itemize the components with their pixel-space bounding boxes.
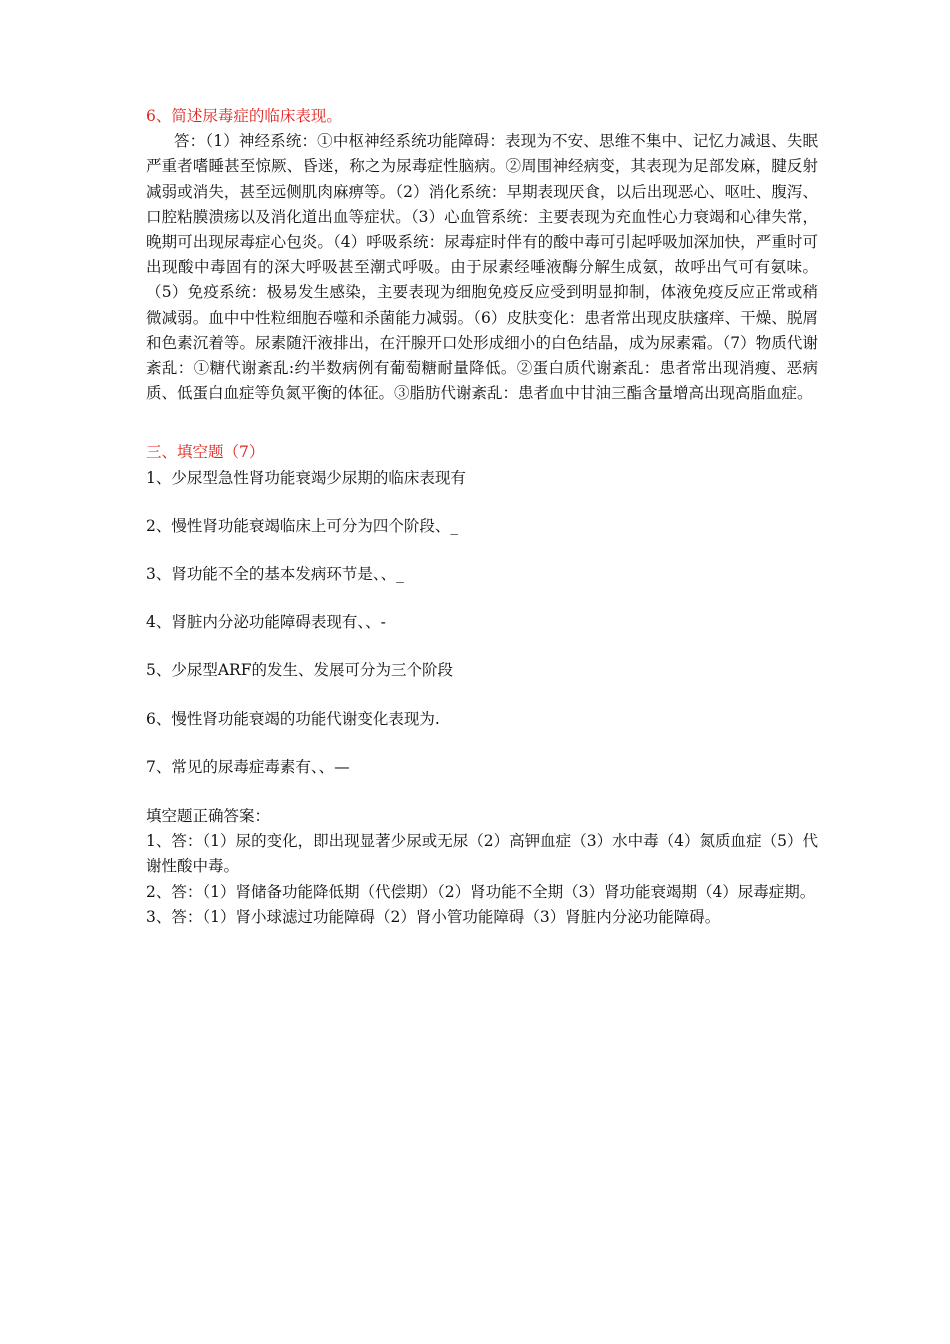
- fill-blank-item-7: 7、常见的尿毒症毒素有、、—: [146, 757, 350, 776]
- question-6-title: 6、简述尿毒症的临床表现。: [146, 107, 342, 125]
- answers-title: 填空题正确答案：: [146, 807, 271, 826]
- answers-section: [146, 804, 818, 930]
- fill-blank-item-6: 6、慢性肾功能衰竭的功能代谢变化表现为.: [146, 709, 440, 728]
- answer-item-3: 3、答：（1）肾小球滤过功能障碍（2）肾小管功能障碍（3）肾脏内分泌功能障碍。: [146, 907, 721, 926]
- answer-item-2: 2、答：（1）肾储备功能降低期（代偿期）（2）肾功能不全期（3）肾功能衰竭期（4）尿毒症期。: [146, 882, 816, 901]
- question-6-answer: 答：（1）神经系统：①中枢神经系统功能障碍：表现为不安、思维不集中、记忆力减退、失眠严重者嗜睡甚至惊厥、昏迷，称之为尿毒症性脑病。②周围神经病变，其表现为足部发麻，腱反射减弱或消失，甚至远侧肌肉麻痹等。（2）消化系统：早期表现厌食，以后出现恶心、呕吐、腹泻、口腔粘膜溃疡以及消化道出血等症状。（3）心血管系统：主要表现为充血性心力衰竭和心律失常，晚期可出现尿毒症心包炎。（4）呼吸系统：尿毒症时伴有的酸中毒可引起呼吸加深加快，严重时可出现酸中毒固有的深大呼吸甚至潮式呼吸。由于尿素经唾液酶分解生成氨，故呼出气可有氨味。（5）免疫系统：极易发生感染，主要表现为细胞免疫反应受到明显抑制，体液免疫反应正常或稍微减弱。血中中性粒细胞吞噬和杀菌能力减弱。（6）皮肤变化：患者常出现皮肤瘙痒、干燥、脱屑和色素沉着等。尿素随汗液排出，在汗腺开口处形成细小的白色结晶，成为尿素霜。（7）物质代谢紊乱：①糖代谢紊乱:约半数病例有葡萄糖耐量降低。②蛋白质代谢紊乱：患者常出现消瘦、恶病质、低蛋白血症等负氮平衡的体征。③脂肪代谢紊乱：患者血中甘油三酯含量增高出现高脂血症。: [146, 132, 818, 403]
- fill-blank-item-2: 2、慢性肾功能衰竭临床上可分为四个阶段、_: [146, 516, 459, 535]
- fill-blank-item-1: 1、少尿型急性肾功能衰竭少尿期的临床表现有: [146, 468, 466, 487]
- fill-blank-item-5: 5、少尿型ARF的发生、发展可分为三个阶段: [146, 661, 453, 680]
- fill-blank-section-title: 三、填空题（7）: [146, 443, 265, 462]
- document-page: [146, 104, 818, 930]
- fill-blank-list: [146, 466, 818, 780]
- answer-item-1: 1、答：（1）尿的变化，即出现显著少尿或无尿（2）高钾血症（3）水中毒（4）氮质血症（5）代谢性酸中毒。: [146, 832, 818, 876]
- fill-blank-item-3: 3、肾功能不全的基本发病环节是、、_: [146, 565, 404, 584]
- fill-blank-item-4: 4、肾脏内分泌功能障碍表现有、、-: [146, 613, 386, 632]
